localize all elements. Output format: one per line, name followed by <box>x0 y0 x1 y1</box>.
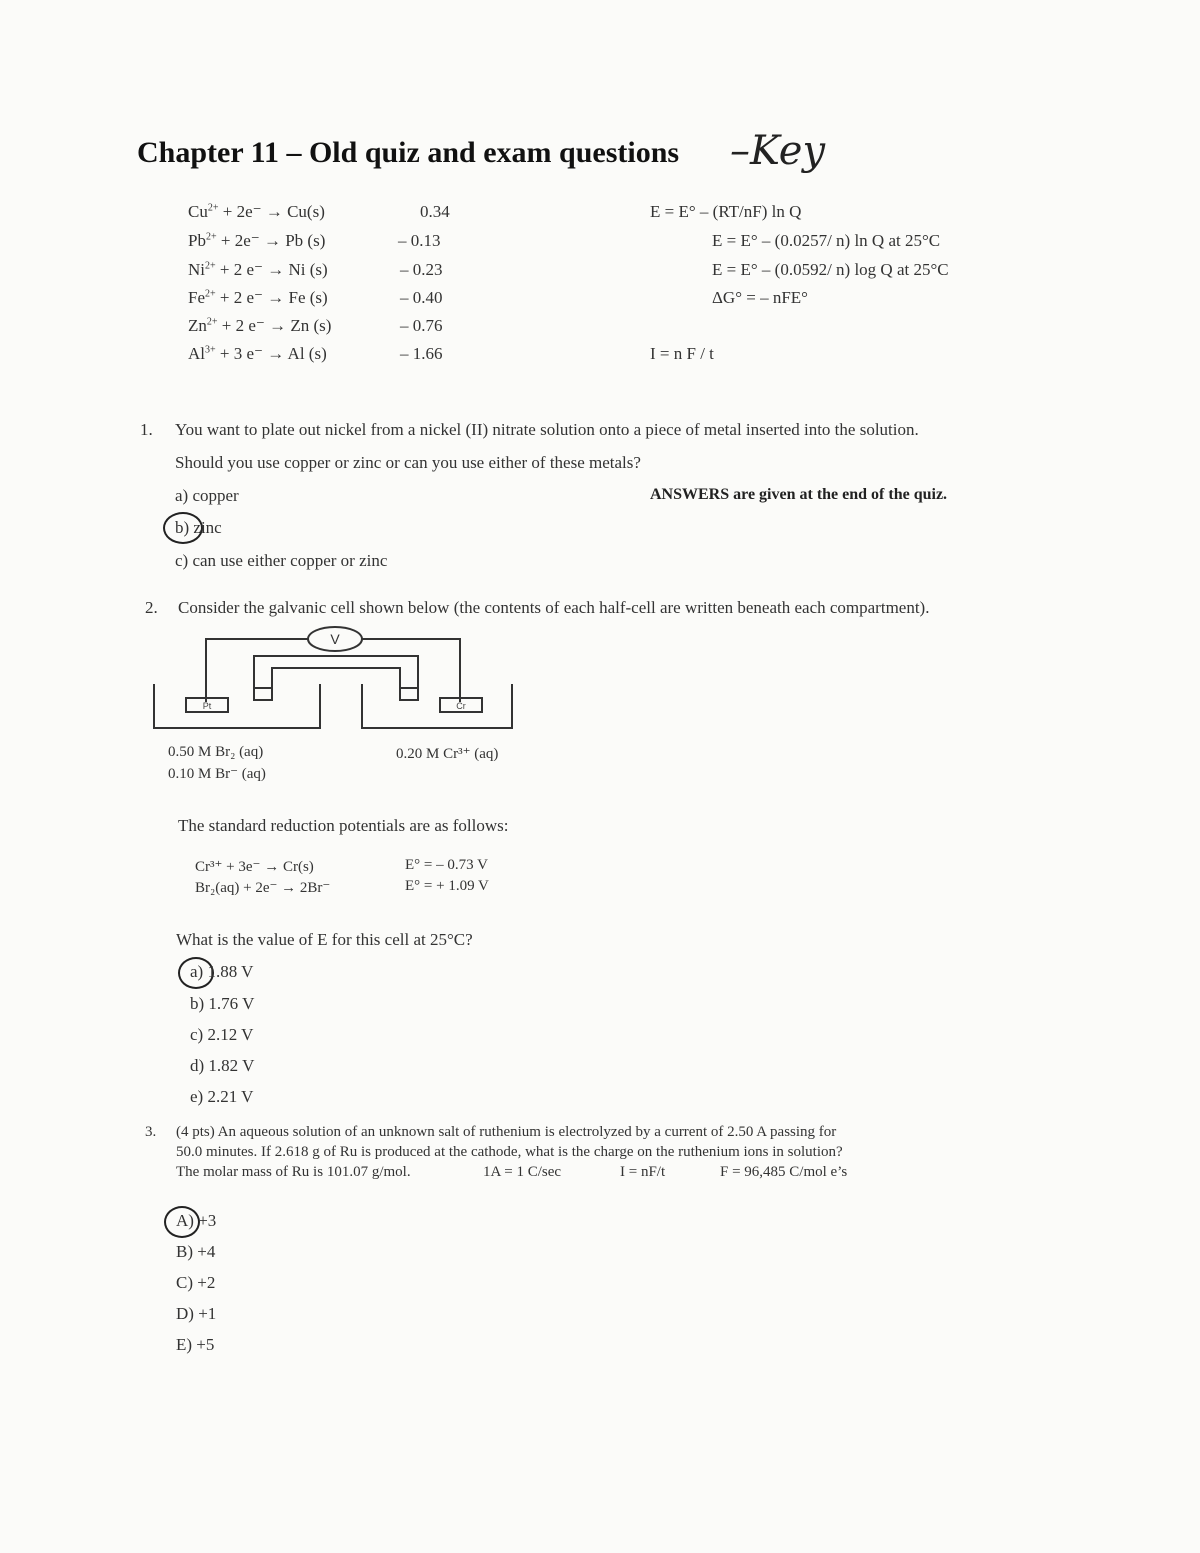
q2-number: 2. <box>145 598 158 617</box>
q2-option-a: a) 1.88 V <box>190 962 254 981</box>
left-wire <box>206 639 308 702</box>
q2-option-e: e) 2.21 V <box>190 1087 254 1106</box>
q2-half-reaction-cr-e: E° = – 0.73 V <box>405 857 488 873</box>
q1-text-line2: Should you use copper or zinc or can you use either of these metals? <box>175 453 641 472</box>
q2-half-reaction-cr: Cr³⁺ + 3e⁻ → Cr(s) <box>195 859 314 875</box>
q3-option-b: B) +4 <box>176 1242 216 1261</box>
q1-option-a: a) copper <box>175 486 239 505</box>
q3-option-a: A) +3 <box>176 1211 217 1230</box>
q3-number: 3. <box>145 1124 157 1140</box>
salt-bridge-plug-left <box>254 688 272 700</box>
answers-note: ANSWERS are given at the end of the quiz. <box>650 486 948 503</box>
galvanic-cell-diagram <box>150 622 520 734</box>
q3-ampere-def: 1A = 1 C/sec <box>483 1164 562 1180</box>
q3-option-d: D) +1 <box>176 1304 217 1323</box>
q2-option-d: d) 1.82 V <box>190 1056 255 1075</box>
right-beaker <box>362 684 512 728</box>
salt-bridge-plug-right <box>400 688 418 700</box>
q2-option-c: c) 2.12 V <box>190 1025 254 1044</box>
right-wire <box>362 639 460 702</box>
table-value: – 0.40 <box>400 288 443 307</box>
left-beaker <box>154 684 320 728</box>
table-row: $Al^{3+} + 3$ e⁻ → Al (s) <box>188 344 327 363</box>
handwritten-key-mark: –Key <box>730 128 826 174</box>
salt-bridge-inner <box>272 668 400 696</box>
equation-gibbs: ΔG° = – nFE° <box>712 288 808 307</box>
q3-current-eq: I = nF/t <box>620 1164 666 1180</box>
q3-text-line1: (4 pts) An aqueous solution of an unknown salt of ruthenium is electrolyzed by a current of 2.50 A passing for <box>176 1124 837 1140</box>
q1-option-c: c) can use either copper or zinc <box>175 551 388 570</box>
q1-number: 1. <box>140 420 153 439</box>
equation-nernst: E = E° – (RT/nF) ln Q <box>650 202 802 221</box>
q3-option-e: E) +5 <box>176 1335 215 1354</box>
table-value: – 0.13 <box>398 231 441 250</box>
page-title: Chapter 11 – Old quiz and exam questions <box>137 136 680 169</box>
table-value: – 1.66 <box>400 344 443 363</box>
table-row: $Zn^{2+} + 2$ e⁻ → Zn (s) <box>188 316 332 335</box>
table-row: $Cu^{2+} + 2e^- \to Cu(s)$ <box>188 202 325 221</box>
q3-molar-mass: The molar mass of Ru is 101.07 g/mol. <box>176 1164 411 1180</box>
equation-current: I = n F / t <box>650 344 714 363</box>
voltmeter-label: V <box>330 631 340 647</box>
table-value: – 0.23 <box>400 260 443 279</box>
right-halfcell-cr: 0.20 M Cr³⁺ (aq) <box>396 746 499 762</box>
q2-std-intro: The standard reduction potentials are as follows: <box>178 816 509 835</box>
equation-ln-25c: E = E° – (0.0257/ n) ln Q at 25°C <box>712 231 941 250</box>
salt-bridge-outer <box>254 656 418 700</box>
q3-text-line2: 50.0 minutes. If 2.618 g of Ru is produced at the cathode, what is the charge on the ruthenium ions in solution? <box>176 1144 843 1160</box>
q2-option-b: b) 1.76 V <box>190 994 255 1013</box>
q3-option-c: C) +2 <box>176 1273 216 1292</box>
q2-half-reaction-br: Br₂(aq) + 2e⁻ → 2Br⁻ <box>195 880 331 896</box>
q3-faraday: F = 96,485 C/mol e’s <box>720 1164 848 1180</box>
table-value: 0.34 <box>420 202 450 221</box>
q2-half-reaction-br-e: E° = + 1.09 V <box>405 878 489 894</box>
cr-electrode-label: Cr <box>456 701 466 711</box>
table-row: $Pb^{2+} + 2e^- \to Pb$ (s) <box>188 231 326 250</box>
pt-electrode-label: Pt <box>202 701 212 711</box>
table-row: $Fe^{2+} + 2$ e⁻ → Fe (s) <box>188 288 328 307</box>
q1-option-b: b) zinc <box>175 518 222 537</box>
equation-log-25c: E = E° – (0.0592/ n) log Q at 25°C <box>712 260 949 279</box>
left-halfcell-br-ion: 0.10 M Br⁻ (aq) <box>168 766 266 782</box>
q2-question: What is the value of E for this cell at 25°C? <box>176 930 473 949</box>
table-row: $Ni^{2+} + 2$ e⁻ → Ni (s) <box>188 260 328 279</box>
left-halfcell-br2: 0.50 M Br₂ (aq) <box>168 744 264 760</box>
q1-text-line1: You want to plate out nickel from a nickel (II) nitrate solution onto a piece of metal inserted into the solution. <box>175 420 919 439</box>
table-value: – 0.76 <box>400 316 443 335</box>
q2-prompt: Consider the galvanic cell shown below (the contents of each half-cell are written beneath each compartment). <box>178 598 930 617</box>
